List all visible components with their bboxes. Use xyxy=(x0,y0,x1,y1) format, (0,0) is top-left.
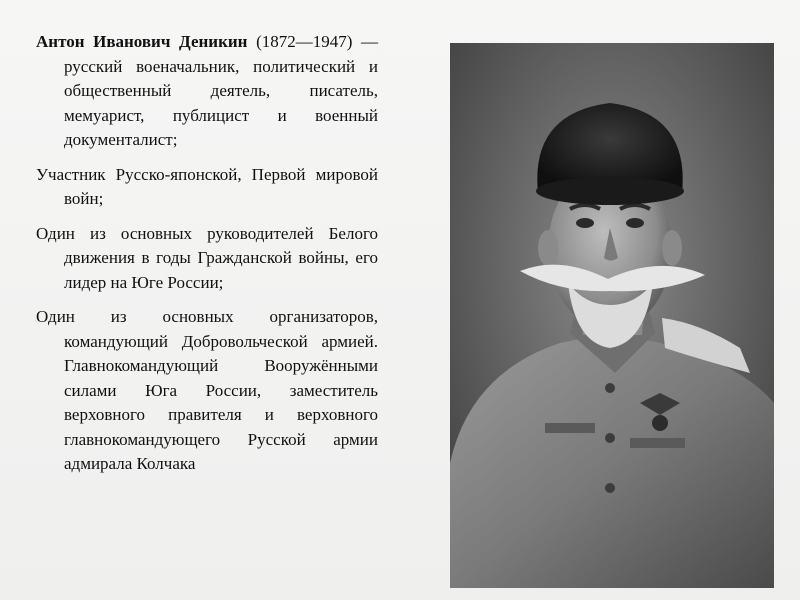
bio-paragraph-2-text: Участник Русско-японской, Первой мировой войн; xyxy=(36,164,378,208)
portrait-illustration xyxy=(450,43,774,588)
bio-paragraph-4-text: Один из основных организаторов, командующий Добровольческой армией. Главнокомандующий Вооружёнными силами Юга России, заместитель верховного правителя и верховного главнокомандующего Русской армии адмирала Колчака xyxy=(36,307,378,473)
bio-paragraph-3 xyxy=(36,222,378,296)
person-name: Антон Иванович Деникин xyxy=(36,32,248,51)
bio-paragraph-1-text: (1872—1947) — русский военачальник, политический и общественный деятель, писатель, мемуарист, публицист и военный документалист; xyxy=(64,32,378,149)
bio-paragraph-1 xyxy=(36,30,378,153)
bio-text-block xyxy=(36,30,378,487)
bio-paragraph-3-text: Один из основных руководителей Белого движения в годы Гражданской войны, его лидер на Юге России; xyxy=(36,223,378,292)
bio-paragraph-2 xyxy=(36,163,378,212)
bio-paragraph-4 xyxy=(36,305,378,477)
portrait-photo xyxy=(450,43,774,588)
